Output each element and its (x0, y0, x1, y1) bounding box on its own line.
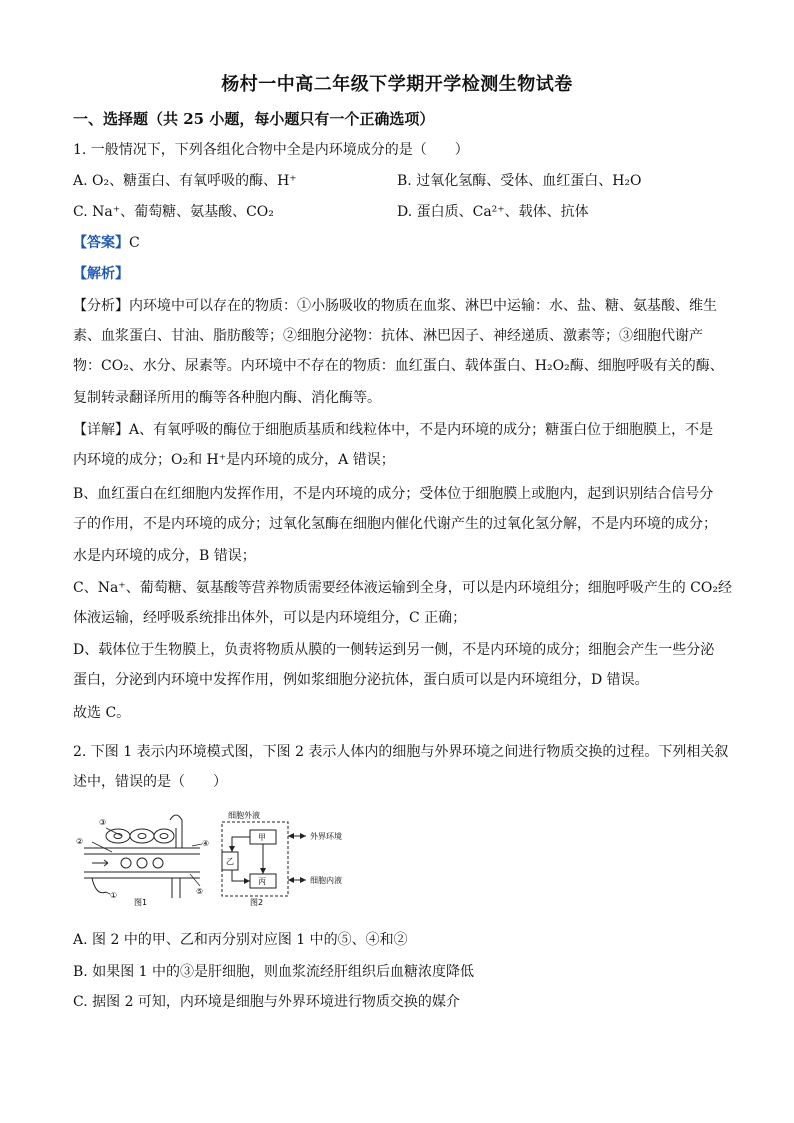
detail-line: 体液运输，经呼吸系统排出体外，可以是内环境组分，C 正确； (73, 610, 467, 626)
analysis-tag: 【解析】 (73, 266, 129, 282)
fig2-box-jia: 甲 (258, 833, 266, 842)
detail-line: C、Na⁺、葡萄糖、氨基酸等营养物质需要经体液运输到全身，可以是内环境组分；细胞呼吸产生的 CO₂经 (73, 580, 732, 596)
detail-line: B、血红蛋白在红细胞内发挥作用，不是内环境的成分；受体位于细胞膜上或胞内，起到识别结合信号分 (73, 486, 714, 502)
detail-line: 子的作用，不是内环境的成分；过氧化氢酶在细胞内催化代谢产生的过氧化氢分解，不是内环境的成分； (73, 516, 717, 532)
q1-option-a: A. O₂、糖蛋白、有氧呼吸的酶、H⁺ (73, 173, 297, 189)
fig1-label-1: ① (110, 891, 118, 900)
detail-line: 水是内环境的成分，B 错误； (73, 548, 256, 564)
analysis-line: 复制转录翻译所用的酶等各种胞内酶、消化酶等。 (73, 390, 381, 406)
detail-line: 蛋白，分泌到内环境中发挥作用，例如浆细胞分泌抗体，蛋白质可以是内环境组分，D 错误。 (73, 672, 649, 688)
figure-1 (72, 808, 212, 908)
q1-option-b: B. 过氧化氢酶、受体、血红蛋白、H₂O (397, 173, 642, 189)
fig1-label-4: ④ (202, 839, 210, 848)
section-heading: 一、选择题（共 25 小题，每小题只有一个正确选项） (73, 110, 435, 128)
detail-line: D、载体位于生物膜上，负责将物质从膜的一侧转运到另一侧，不是内环境的成分；细胞会产生一些分泌 (73, 642, 715, 658)
detail-line: 【详解】A、有氧呼吸的酶位于细胞质基质和线粒体中，不是内环境的成分；糖蛋白位于细胞膜上，不是 (73, 422, 714, 438)
page-title: 杨村一中高二年级下学期开学检测生物试卷 (221, 74, 573, 95)
q1-option-c: C. Na⁺、葡萄糖、氨基酸、CO₂ (73, 204, 274, 220)
q1-stem: 1. 一般情况下，下列各组化合物中全是内环境成分的是（ ） (73, 142, 469, 158)
fig2-outer-label: 细胞外液 (228, 811, 260, 820)
figure-2 (218, 808, 358, 908)
q1-answer-line (73, 233, 140, 253)
answer-value: C (129, 235, 140, 251)
fig1-label-3: ③ (99, 818, 107, 827)
fig2-outside-env: 外界环境 (310, 832, 342, 841)
analysis-line: 素、血浆蛋白、甘油、脂肪酸等；②细胞分泌物：抗体、淋巴因子、神经递质、激素等；③细胞代谢产 (73, 328, 703, 344)
analysis-line: 【分析】内环境中可以存在的物质：①小肠吸收的物质在血浆、淋巴中运输：水、盐、糖、氨基酸、维生 (73, 298, 717, 314)
fig1-caption: 图1 (134, 898, 148, 907)
q2-option-b: B. 如果图 1 中的③是肝细胞，则血浆流经肝组织后血糖浓度降低 (73, 964, 474, 980)
fig2-intracellular: 细胞内液 (310, 876, 342, 885)
q2-stem-line: 述中，错误的是（ ） (73, 774, 227, 790)
analysis-line: 物：CO₂、水分、尿素等。内环境中不存在的物质：血红蛋白、载体蛋白、H₂O₂酶、细胞呼吸有关的酶、 (73, 358, 724, 374)
fig1-label-5: ⑤ (196, 887, 204, 896)
fig1-label-2: ② (76, 837, 84, 846)
q2-option-a: A. 图 2 中的甲、乙和丙分别对应图 1 中的⑤、④和② (73, 932, 408, 948)
fig2-box-bing: 丙 (258, 877, 266, 886)
fig2-box-yi: 乙 (226, 857, 234, 866)
fig2-caption: 图2 (250, 898, 264, 907)
q1-option-d: D. 蛋白质、Ca²⁺、载体、抗体 (397, 204, 589, 220)
detail-line: 内环境的成分；O₂和 H⁺是内环境的成分，A 错误； (73, 452, 395, 468)
q1-conclusion: 故选 C。 (73, 705, 131, 721)
answer-tag: 【答案】 (73, 235, 129, 251)
q2-option-c: C. 据图 2 可知，内环境是细胞与外界环境进行物质交换的媒介 (73, 994, 460, 1010)
q2-stem-line: 2. 下图 1 表示内环境模式图，下图 2 表示人体内的细胞与外界环境之间进行物质交换的过程。下列相关叙 (73, 744, 729, 760)
